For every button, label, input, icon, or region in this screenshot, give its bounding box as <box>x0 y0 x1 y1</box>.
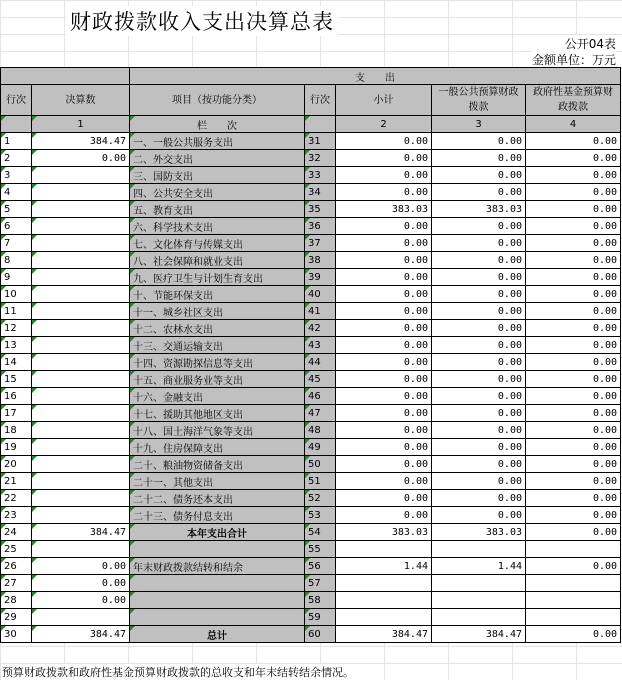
row-subtotal: 0.00 <box>336 337 432 354</box>
row-fund-budget: 0.00 <box>526 388 621 405</box>
table-row <box>1 235 621 252</box>
row-fund-budget: 0.00 <box>526 235 621 252</box>
row-seq2: 50 <box>305 456 336 473</box>
header-seq2: 行次 <box>305 85 336 116</box>
row-seq: 5 <box>1 201 32 218</box>
row-amount: 0.00 <box>32 575 130 592</box>
table-row <box>1 337 621 354</box>
row-fund-budget: 0.00 <box>526 201 621 218</box>
row-seq2: 48 <box>305 422 336 439</box>
row-subtotal: 0.00 <box>336 184 432 201</box>
row-item: 十三、交通运输支出 <box>130 337 305 354</box>
table-row <box>1 422 621 439</box>
footnote: 预算财政拨款和政府性基金预算财政拨款的总收支和年末结转结余情况。 <box>2 666 354 679</box>
table-row <box>1 303 621 320</box>
row-item: 十六、金融支出 <box>130 388 305 405</box>
row-general-budget <box>432 575 526 592</box>
row-item: 总计 <box>130 626 305 643</box>
table-row <box>1 456 621 473</box>
row-item: 十二、农林水支出 <box>130 320 305 337</box>
header-fund-budget: 政府性基金预算财政拨款 <box>526 85 621 116</box>
row-seq2: 58 <box>305 592 336 609</box>
row-fund-budget <box>526 575 621 592</box>
row-subtotal: 384.47 <box>336 626 432 643</box>
table-row <box>1 558 621 575</box>
row-general-budget: 0.00 <box>432 456 526 473</box>
row-seq2: 42 <box>305 320 336 337</box>
row-seq2: 45 <box>305 371 336 388</box>
row-amount: 384.47 <box>32 524 130 541</box>
row-item: 六、科学技术支出 <box>130 218 305 235</box>
row-subtotal: 0.00 <box>336 235 432 252</box>
row-fund-budget: 0.00 <box>526 337 621 354</box>
row-item: 十一、城乡社区支出 <box>130 303 305 320</box>
table-row <box>1 286 621 303</box>
row-fund-budget: 0.00 <box>526 405 621 422</box>
row-amount: 0.00 <box>32 558 130 575</box>
row-fund-budget: 0.00 <box>526 167 621 184</box>
row-fund-budget: 0.00 <box>526 524 621 541</box>
row-amount <box>32 167 130 184</box>
row-subtotal: 0.00 <box>336 252 432 269</box>
row-fund-budget: 0.00 <box>526 286 621 303</box>
row-seq2: 55 <box>305 541 336 558</box>
table-row <box>1 388 621 405</box>
row-amount <box>32 439 130 456</box>
row-seq: 29 <box>1 609 32 626</box>
row-fund-budget <box>526 592 621 609</box>
row-seq2: 38 <box>305 252 336 269</box>
header-blank <box>1 68 130 85</box>
row-subtotal: 0.00 <box>336 286 432 303</box>
row-seq: 26 <box>1 558 32 575</box>
row-subtotal: 0.00 <box>336 371 432 388</box>
row-subtotal: 0.00 <box>336 218 432 235</box>
row-fund-budget: 0.00 <box>526 490 621 507</box>
row-general-budget: 0.00 <box>432 184 526 201</box>
row-seq2: 35 <box>305 201 336 218</box>
row-general-budget <box>432 609 526 626</box>
row-amount <box>32 201 130 218</box>
row-seq2: 53 <box>305 507 336 524</box>
row-item: 一、一般公共服务支出 <box>130 133 305 150</box>
row-item: 十七、援助其他地区支出 <box>130 405 305 422</box>
row-seq: 23 <box>1 507 32 524</box>
table-row <box>1 167 621 184</box>
row-amount <box>32 286 130 303</box>
table-row <box>1 473 621 490</box>
row-subtotal: 0.00 <box>336 456 432 473</box>
row-seq: 3 <box>1 167 32 184</box>
report-title: 财政拨款收入支出决算总表 <box>66 6 338 36</box>
row-seq2: 46 <box>305 388 336 405</box>
row-fund-budget: 0.00 <box>526 218 621 235</box>
row-amount <box>32 456 130 473</box>
header-subtotal: 小计 <box>336 85 432 116</box>
row-fund-budget: 0.00 <box>526 456 621 473</box>
row-item: 二十、粮油物资储备支出 <box>130 456 305 473</box>
row-seq: 8 <box>1 252 32 269</box>
row-fund-budget: 0.00 <box>526 422 621 439</box>
row-general-budget: 0.00 <box>432 286 526 303</box>
row-fund-budget: 0.00 <box>526 439 621 456</box>
row-subtotal: 1.44 <box>336 558 432 575</box>
row-general-budget: 0.00 <box>432 507 526 524</box>
row-general-budget: 0.00 <box>432 473 526 490</box>
row-item: 年末财政拨款结转和结余 <box>130 558 305 575</box>
row-seq2: 60 <box>305 626 336 643</box>
table-row <box>1 524 621 541</box>
row-seq: 15 <box>1 371 32 388</box>
row-general-budget: 383.03 <box>432 524 526 541</box>
row-amount <box>32 473 130 490</box>
row-amount <box>32 541 130 558</box>
row-item <box>130 541 305 558</box>
row-seq2: 44 <box>305 354 336 371</box>
row-seq2: 54 <box>305 524 336 541</box>
row-fund-budget: 0.00 <box>526 626 621 643</box>
row-amount <box>32 184 130 201</box>
row-general-budget: 0.00 <box>432 354 526 371</box>
table-row <box>1 320 621 337</box>
row-subtotal: 0.00 <box>336 150 432 167</box>
row-seq: 24 <box>1 524 32 541</box>
colnum-label: 栏 次 <box>130 116 305 133</box>
row-amount <box>32 405 130 422</box>
row-seq: 22 <box>1 490 32 507</box>
row-fund-budget: 0.00 <box>526 150 621 167</box>
row-seq: 1 <box>1 133 32 150</box>
row-subtotal: 0.00 <box>336 269 432 286</box>
row-subtotal <box>336 609 432 626</box>
row-seq: 11 <box>1 303 32 320</box>
row-general-budget: 0.00 <box>432 422 526 439</box>
row-seq: 6 <box>1 218 32 235</box>
row-item: 十五、商业服务业等支出 <box>130 371 305 388</box>
header-item: 项目（按功能分类） <box>130 85 305 116</box>
table-row <box>1 150 621 167</box>
row-general-budget: 0.00 <box>432 252 526 269</box>
colnum-4: 4 <box>526 116 621 133</box>
table-row <box>1 133 621 150</box>
row-seq2: 34 <box>305 184 336 201</box>
row-seq: 9 <box>1 269 32 286</box>
row-general-budget: 0.00 <box>432 371 526 388</box>
row-seq: 30 <box>1 626 32 643</box>
header-seq: 行次 <box>1 85 32 116</box>
row-seq2: 39 <box>305 269 336 286</box>
expenditure-table <box>0 67 621 643</box>
row-amount <box>32 422 130 439</box>
row-general-budget: 0.00 <box>432 388 526 405</box>
row-item: 五、教育支出 <box>130 201 305 218</box>
row-seq: 2 <box>1 150 32 167</box>
amount-unit: 金额单位：万元 <box>531 53 616 67</box>
table-row <box>1 626 621 643</box>
row-seq2: 33 <box>305 167 336 184</box>
row-subtotal <box>336 575 432 592</box>
row-fund-budget: 0.00 <box>526 473 621 490</box>
row-subtotal <box>336 541 432 558</box>
row-item: 二十一、其他支出 <box>130 473 305 490</box>
row-item <box>130 592 305 609</box>
row-seq2: 51 <box>305 473 336 490</box>
table-row <box>1 592 621 609</box>
row-seq2: 49 <box>305 439 336 456</box>
table-row <box>1 405 621 422</box>
row-seq2: 41 <box>305 303 336 320</box>
row-subtotal: 0.00 <box>336 439 432 456</box>
row-item: 四、公共安全支出 <box>130 184 305 201</box>
table-row <box>1 371 621 388</box>
row-fund-budget: 0.00 <box>526 371 621 388</box>
row-amount <box>32 235 130 252</box>
row-subtotal: 0.00 <box>336 490 432 507</box>
row-fund-budget: 0.00 <box>526 133 621 150</box>
table-row <box>1 201 621 218</box>
row-seq: 19 <box>1 439 32 456</box>
row-subtotal: 0.00 <box>336 473 432 490</box>
row-seq2: 43 <box>305 337 336 354</box>
row-general-budget: 0.00 <box>432 303 526 320</box>
row-item: 九、医疗卫生与计划生育支出 <box>130 269 305 286</box>
header-expenditure-group: 支 出 <box>130 68 621 85</box>
table-row <box>1 218 621 235</box>
row-item: 二十三、债务付息支出 <box>130 507 305 524</box>
row-fund-budget: 0.00 <box>526 558 621 575</box>
row-general-budget <box>432 541 526 558</box>
row-general-budget: 0.00 <box>432 235 526 252</box>
row-seq2: 32 <box>305 150 336 167</box>
row-fund-budget: 0.00 <box>526 184 621 201</box>
row-amount <box>32 507 130 524</box>
row-seq: 28 <box>1 592 32 609</box>
row-amount <box>32 269 130 286</box>
row-seq: 13 <box>1 337 32 354</box>
row-seq: 17 <box>1 405 32 422</box>
row-item <box>130 575 305 592</box>
row-fund-budget: 0.00 <box>526 320 621 337</box>
row-seq2: 40 <box>305 286 336 303</box>
row-general-budget: 0.00 <box>432 218 526 235</box>
row-seq: 14 <box>1 354 32 371</box>
row-amount <box>32 320 130 337</box>
row-seq: 7 <box>1 235 32 252</box>
table-row <box>1 269 621 286</box>
row-amount <box>32 252 130 269</box>
row-subtotal: 383.03 <box>336 524 432 541</box>
row-seq: 10 <box>1 286 32 303</box>
row-amount <box>32 490 130 507</box>
row-seq: 27 <box>1 575 32 592</box>
table-row <box>1 609 621 626</box>
row-amount: 0.00 <box>32 592 130 609</box>
row-fund-budget: 0.00 <box>526 303 621 320</box>
row-general-budget: 0.00 <box>432 167 526 184</box>
row-seq: 25 <box>1 541 32 558</box>
row-seq2: 36 <box>305 218 336 235</box>
table-row <box>1 184 621 201</box>
row-general-budget: 0.00 <box>432 439 526 456</box>
row-amount: 384.47 <box>32 626 130 643</box>
row-seq2: 52 <box>305 490 336 507</box>
row-general-budget: 0.00 <box>432 150 526 167</box>
row-amount <box>32 371 130 388</box>
row-general-budget: 383.03 <box>432 201 526 218</box>
row-general-budget: 0.00 <box>432 337 526 354</box>
row-seq: 12 <box>1 320 32 337</box>
table-row <box>1 575 621 592</box>
colnum-blank <box>1 116 32 133</box>
row-general-budget: 0.00 <box>432 320 526 337</box>
row-fund-budget: 0.00 <box>526 507 621 524</box>
row-item: 七、文化体育与传媒支出 <box>130 235 305 252</box>
row-fund-budget: 0.00 <box>526 252 621 269</box>
row-subtotal: 0.00 <box>336 405 432 422</box>
row-amount <box>32 303 130 320</box>
row-fund-budget: 0.00 <box>526 269 621 286</box>
table-row <box>1 252 621 269</box>
table-row <box>1 354 621 371</box>
row-item: 十九、住房保障支出 <box>130 439 305 456</box>
row-amount <box>32 388 130 405</box>
row-general-budget: 0.00 <box>432 133 526 150</box>
row-general-budget: 0.00 <box>432 405 526 422</box>
row-subtotal: 0.00 <box>336 303 432 320</box>
row-amount <box>32 337 130 354</box>
row-amount: 384.47 <box>32 133 130 150</box>
row-seq2: 37 <box>305 235 336 252</box>
row-subtotal: 0.00 <box>336 167 432 184</box>
header-general-budget: 一般公共预算财政拨款 <box>432 85 526 116</box>
colnum-2: 2 <box>336 116 432 133</box>
row-amount <box>32 354 130 371</box>
row-general-budget: 1.44 <box>432 558 526 575</box>
form-code: 公开04表 <box>564 37 616 51</box>
row-seq2: 59 <box>305 609 336 626</box>
row-item: 十四、资源勘探信息等支出 <box>130 354 305 371</box>
row-item <box>130 609 305 626</box>
row-general-budget: 0.00 <box>432 490 526 507</box>
row-subtotal: 0.00 <box>336 507 432 524</box>
row-fund-budget <box>526 541 621 558</box>
table-row <box>1 439 621 456</box>
table-row <box>1 490 621 507</box>
row-seq: 18 <box>1 422 32 439</box>
header-amount: 决算数 <box>32 85 130 116</box>
row-seq: 20 <box>1 456 32 473</box>
row-general-budget: 0.00 <box>432 269 526 286</box>
row-item: 十、节能环保支出 <box>130 286 305 303</box>
row-subtotal: 0.00 <box>336 354 432 371</box>
row-seq2: 56 <box>305 558 336 575</box>
row-fund-budget: 0.00 <box>526 354 621 371</box>
row-subtotal <box>336 592 432 609</box>
row-general-budget <box>432 592 526 609</box>
colnum-1: 1 <box>32 116 130 133</box>
row-amount <box>32 218 130 235</box>
row-seq2: 47 <box>305 405 336 422</box>
row-subtotal: 383.03 <box>336 201 432 218</box>
row-seq: 21 <box>1 473 32 490</box>
row-item: 本年支出合计 <box>130 524 305 541</box>
row-item: 二、外交支出 <box>130 150 305 167</box>
row-item: 二十二、债务还本支出 <box>130 490 305 507</box>
colnum-blank2 <box>305 116 336 133</box>
row-item: 三、国防支出 <box>130 167 305 184</box>
row-item: 十八、国土海洋气象等支出 <box>130 422 305 439</box>
row-seq2: 31 <box>305 133 336 150</box>
row-subtotal: 0.00 <box>336 422 432 439</box>
row-fund-budget <box>526 609 621 626</box>
row-item: 八、社会保障和就业支出 <box>130 252 305 269</box>
row-general-budget: 384.47 <box>432 626 526 643</box>
row-subtotal: 0.00 <box>336 133 432 150</box>
row-amount <box>32 609 130 626</box>
table-row <box>1 541 621 558</box>
row-subtotal: 0.00 <box>336 320 432 337</box>
row-subtotal: 0.00 <box>336 388 432 405</box>
row-seq: 4 <box>1 184 32 201</box>
row-seq2: 57 <box>305 575 336 592</box>
colnum-3: 3 <box>432 116 526 133</box>
row-amount: 0.00 <box>32 150 130 167</box>
row-seq: 16 <box>1 388 32 405</box>
table-row <box>1 507 621 524</box>
